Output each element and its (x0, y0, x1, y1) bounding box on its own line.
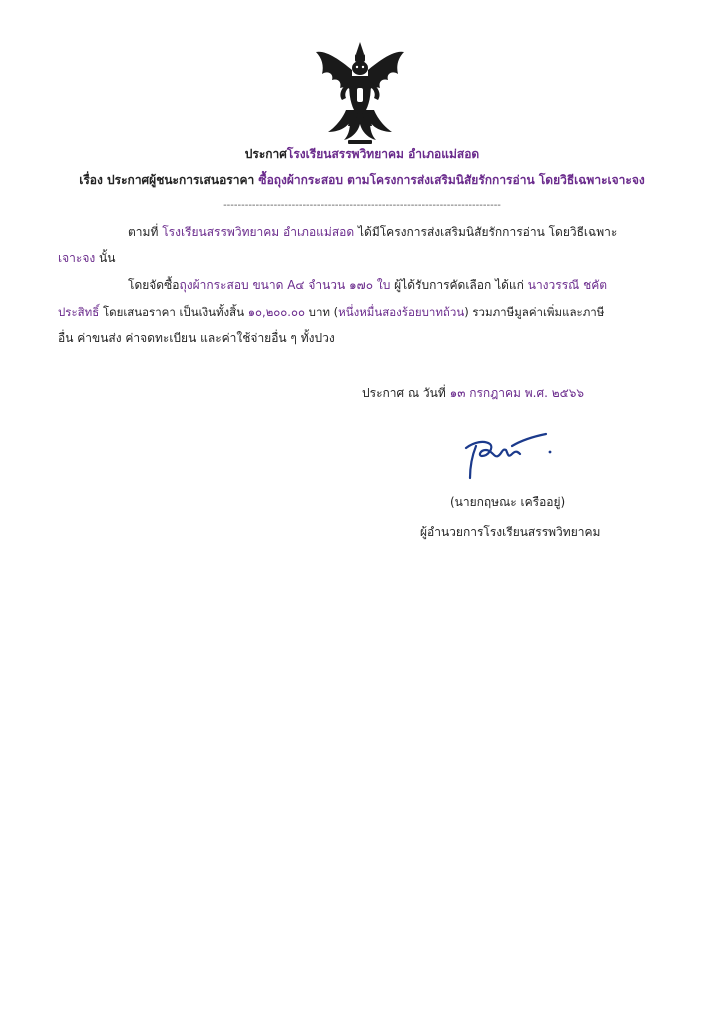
subject-item: ซื้อถุงผ้ากระสอบ ตามโครงการส่งเสริมนิสัยรักการอ่าน โดยวิธีเฉพาะเจาะจง (258, 173, 645, 187)
p2-k: อื่น ค่าขนส่ง ค่าจดทะเบียน และค่าใช้จ่ายอื่น ๆ ทั้งปวง (58, 331, 335, 345)
p2-g: ๑๐,๒๐๐.๐๐ (247, 305, 306, 319)
p2-e: ประสิทธิ์ (58, 305, 100, 319)
p2-d: นางวรรณี ชคัต (527, 278, 608, 292)
paragraph-2-line-2 (58, 304, 604, 320)
subject-prefix: เรื่อง ประกาศผู้ชนะการเสนอราคา (79, 173, 255, 187)
title-prefix: ประกาศ (244, 147, 287, 161)
p1-a: ตามที่ (128, 225, 159, 239)
garuda-emblem-icon (312, 40, 408, 146)
title-school: โรงเรียนสรรพวิทยาคม อำเภอแม่สอด (286, 147, 480, 161)
p1-b: โรงเรียนสรรพวิทยาคม อำเภอแม่สอด (162, 225, 355, 239)
p1-e: นั้น (99, 251, 116, 265)
paragraph-2-line-3 (58, 330, 335, 346)
announcement-date (362, 385, 584, 401)
paragraph-1-line-1 (128, 224, 617, 240)
p2-f: โดยเสนอราคา เป็นเงินทั้งสิ้น (102, 305, 245, 319)
p1-c: ได้มีโครงการส่งเสริมนิสัยรักการอ่าน โดยวิธีเฉพาะ (357, 225, 618, 239)
date-value: ๑๓ กรกฎาคม พ.ศ. ๒๕๖๖ (449, 386, 584, 400)
p2-j: ) รวมภาษีมูลค่าเพิ่มและภาษี (464, 305, 605, 319)
date-prefix: ประกาศ ณ วันที่ (362, 386, 446, 400)
p2-i: หนึ่งหมื่นสองร้อยบาทถ้วน (338, 305, 465, 319)
p2-c: ผู้ได้รับการคัดเลือก ได้แก่ (394, 278, 524, 292)
page-title (0, 146, 724, 162)
subject-line (0, 172, 724, 188)
paragraph-1-line-2 (58, 250, 115, 266)
signer-title: ผู้อำนวยการโรงเรียนสรรพวิทยาคม (420, 525, 601, 539)
handwritten-signature (460, 428, 560, 480)
p2-b: ถุงผ้ากระสอบ ขนาด A๔ จำนวน ๑๗๐ ใบ (179, 278, 391, 292)
divider: ----------------------------------------------------------------------------- (223, 200, 501, 211)
signer-name: (นายกฤษณะ เครืออยู่) (450, 495, 566, 509)
p2-a: โดยจัดซื้อ (128, 278, 180, 292)
paragraph-2-line-1 (128, 277, 607, 293)
p2-h: บาท ( (308, 305, 339, 319)
p1-d: เจาะจง (58, 251, 96, 265)
